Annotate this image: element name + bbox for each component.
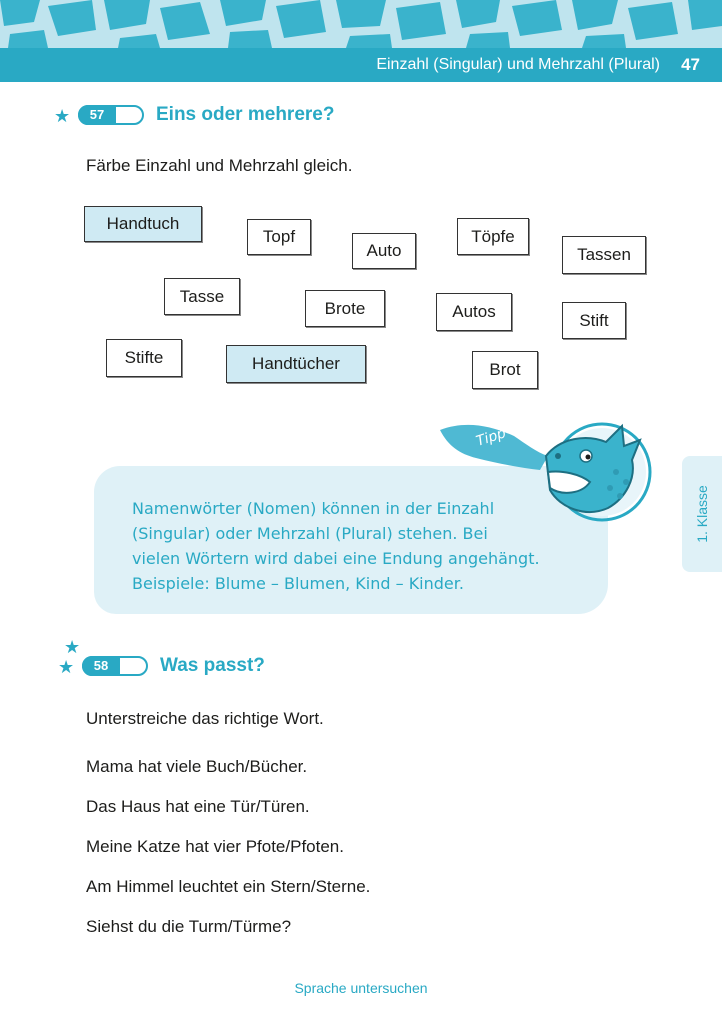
exercise-title: Was passt? bbox=[160, 655, 265, 676]
tip-line: (Singular) oder Mehrzahl (Plural) stehen. Bei bbox=[132, 524, 488, 543]
word-card[interactable]: Töpfe bbox=[457, 218, 529, 255]
word-card[interactable]: Tassen bbox=[562, 236, 646, 274]
exercise-sentence[interactable]: Mama hat viele Buch/Bücher. bbox=[86, 757, 308, 776]
word-card[interactable]: Brote bbox=[305, 290, 385, 327]
exercise-title: Eins oder mehrere? bbox=[156, 104, 335, 125]
word-card[interactable]: Brot bbox=[472, 351, 538, 389]
tip-line: Beispiele: Blume – Blumen, Kind – Kinder. bbox=[132, 574, 464, 593]
exercise-instruction: Färbe Einzahl und Mehrzahl gleich. bbox=[86, 156, 353, 175]
difficulty-star-icon: ★ bbox=[54, 106, 71, 126]
word-card[interactable]: Handtuch bbox=[84, 206, 202, 242]
exercise-sentence[interactable]: Siehst du die Turm/Türme? bbox=[86, 917, 292, 936]
chapter-side-tab-label: 1. Klasse bbox=[694, 485, 710, 543]
tip-line: vielen Wörtern wird dabei eine Endung angehängt. bbox=[132, 549, 540, 568]
word-card[interactable]: Topf bbox=[247, 219, 311, 255]
tip-line: Namenwörter (Nomen) können in der Einzahl bbox=[132, 499, 495, 518]
exercise-number: 57 bbox=[78, 105, 116, 125]
exercise-sentence[interactable]: Meine Katze hat vier Pfote/Pfoten. bbox=[86, 837, 344, 856]
page-number: 47 bbox=[681, 55, 700, 74]
word-card[interactable]: Handtücher bbox=[226, 345, 366, 383]
header-pattern bbox=[0, 0, 722, 48]
page-footer: Sprache untersuchen bbox=[294, 980, 428, 996]
page-header-title: Einzahl (Singular) und Mehrzahl (Plural) bbox=[376, 56, 660, 73]
exercise-number-badge bbox=[78, 105, 144, 125]
word-card[interactable]: Tasse bbox=[164, 278, 240, 315]
tip-text bbox=[132, 496, 592, 596]
exercise-58-header bbox=[82, 655, 265, 677]
exercise-sentence[interactable]: Am Himmel leuchtet ein Stern/Sterne. bbox=[86, 877, 371, 896]
exercise-number-badge bbox=[82, 656, 148, 676]
word-card[interactable]: Stifte bbox=[106, 339, 182, 377]
exercise-sentence[interactable]: Das Haus hat eine Tür/Türen. bbox=[86, 797, 310, 816]
tip-label: Tipp bbox=[474, 425, 508, 450]
word-card[interactable]: Auto bbox=[352, 233, 416, 269]
difficulty-star-icon: ★ bbox=[64, 637, 81, 657]
word-card[interactable]: Autos bbox=[436, 293, 512, 331]
difficulty-star-icon: ★ bbox=[58, 657, 75, 677]
exercise-instruction: Unterstreiche das richtige Wort. bbox=[86, 709, 324, 728]
word-card[interactable]: Stift bbox=[562, 302, 626, 339]
exercise-57-header bbox=[78, 104, 334, 126]
exercise-number: 58 bbox=[82, 656, 120, 676]
